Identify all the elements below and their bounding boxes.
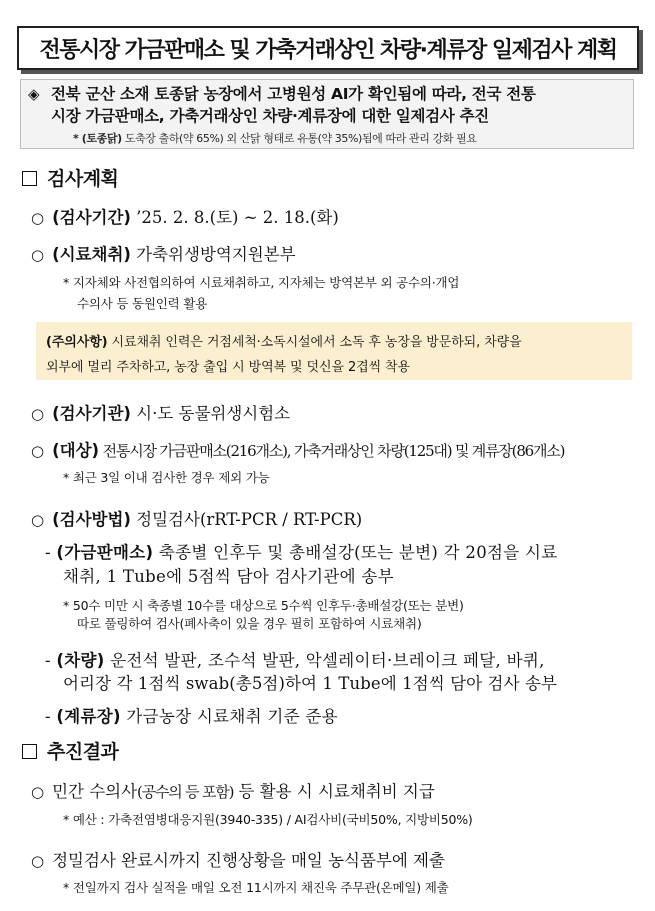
- circle-bullet-icon: ○: [31, 405, 45, 423]
- circle-bullet-icon: ○: [31, 511, 45, 529]
- sampling-text: 가축위생방역지원본부: [130, 245, 296, 264]
- circle-bullet-icon: ○: [31, 246, 45, 264]
- bullet-period: [31, 204, 339, 228]
- bullet-target: [31, 437, 564, 461]
- result-1-part-c: 등 활용 시 시료채취비 지급: [233, 782, 435, 801]
- m1-line-2: 채취, 1 Tube에 5점씩 담아 검사기관에 송부: [63, 567, 394, 586]
- target-note: * 최근 3일 이내 검사한 경우 제외 가능: [63, 470, 270, 485]
- document-title: 전통시장 가금판매소 및 가축거래상인 차량·계류장 일제검사 계획: [39, 37, 617, 63]
- period-text: ’25. 2. 8.(토) ~ 2. 18.(화): [130, 208, 339, 227]
- section-heading-results-text: 추진결과: [47, 741, 119, 763]
- agency-label: (검사기관): [52, 404, 131, 423]
- m3-text: 가금농장 시료채취 기준 준용: [120, 707, 338, 726]
- m1-line-1: 축종별 인후두 및 총배설강(또는 분변) 각 20점을 시료: [153, 543, 558, 562]
- m2-label: (차량): [56, 651, 105, 670]
- bullet-result-1: [31, 778, 435, 802]
- bullet-sampling: [31, 241, 296, 265]
- summary-note-text: 도축장 출하(약 65%) 외 산닭 형태로 유통(약 35%)됨에 따라 관리 강화 필요: [121, 132, 477, 145]
- sampling-note-line-2: 수의사 등 동원인력 활용: [77, 296, 208, 311]
- method-text: 정밀검사(rRT-PCR / RT-PCR): [130, 510, 363, 529]
- caution-line-1: [46, 331, 522, 350]
- bullet-method: [31, 506, 362, 530]
- sampling-note-line-1: * 지자체와 사전협의하여 시료채취하고, 지자체는 방역본부 외 공수의·개업: [63, 275, 460, 290]
- m3-label: (계류장): [56, 707, 121, 726]
- result-2-text: 정밀검사 완료시까지 진행상황을 매일 농식품부에 제출: [52, 851, 445, 870]
- section-heading-plan-text: 검사계획: [47, 168, 119, 190]
- agency-text: 시·도 동물위생시험소: [130, 404, 291, 423]
- circle-bullet-icon: ○: [31, 209, 45, 227]
- m2-line-1: 운전석 발판, 조수석 발판, 악셀레이터·브레이크 페달, 바퀴,: [104, 651, 545, 670]
- section-heading-plan: [22, 164, 118, 191]
- document-title-box: [17, 26, 639, 70]
- checkbox-square-icon: [22, 744, 37, 759]
- dash-marker: -: [45, 651, 57, 670]
- summary-box: [20, 79, 634, 149]
- section-heading-results: [22, 737, 118, 764]
- bullet-result-2: [31, 847, 445, 871]
- caution-label: (주의사항): [46, 335, 108, 350]
- result-1-note: * 예산 : 가축전염병대응지원(3940-335) / AI검사비(국비50%, 지방비50%): [63, 812, 473, 827]
- m1-label: (가금판매소): [56, 543, 154, 562]
- caution-box: [36, 322, 632, 380]
- method-item-vehicle: [45, 647, 545, 671]
- m1-note-line-2: 따로 풀링하여 검사(폐사축이 있을 경우 필히 포함하여 시료채취): [77, 616, 422, 631]
- circle-bullet-icon: ○: [31, 442, 45, 460]
- summary-text: [51, 83, 631, 127]
- method-item-holding-pen: [45, 703, 338, 727]
- dash-marker: -: [45, 543, 57, 562]
- result-1-part-a: 민간 수의사: [52, 782, 138, 801]
- summary-line-2: 시장 가금판매소, 가축거래상인 차량·계류장에 대한 일제검사 추진: [51, 107, 489, 125]
- sampling-label: (시료채취): [52, 245, 131, 264]
- diamond-marker-icon: ◈: [28, 85, 40, 103]
- circle-bullet-icon: ○: [31, 852, 45, 870]
- summary-note: [73, 130, 653, 146]
- dash-marker: -: [45, 707, 57, 726]
- summary-note-label: * (토종닭): [73, 132, 122, 145]
- caution-text-1: 시료채취 인력은 거점세척·소독시설에서 소독 후 농장을 방문하되, 차량을: [107, 335, 522, 350]
- checkbox-square-icon: [22, 171, 37, 186]
- caution-line-2: 외부에 멀리 주차하고, 농장 출입 시 방역복 및 덧신을 2겹씩 착용: [46, 360, 410, 375]
- m1-note-line-1: * 50수 미만 시 축종별 10수를 대상으로 5수씩 인후두·총배설강(또는 분변): [63, 598, 464, 613]
- m2-line-2: 어리장 각 1점씩 swab(총5점)하여 1 Tube에 1점씩 담아 검사 송부: [63, 674, 558, 693]
- method-item-poultry-shop: [45, 539, 558, 563]
- target-label: (대상): [52, 441, 100, 460]
- target-text: 전통시장 가금판매소(216개소), 가축거래상인 차량(125대) 및 계류장(86개소): [99, 442, 565, 460]
- summary-line-1: 전북 군산 소재 토종닭 농장에서 고병원성 AI가 확인됨에 따라, 전국 전통: [51, 85, 536, 103]
- result-1-part-b: (공수의 등 포함): [137, 783, 234, 801]
- bullet-agency: [31, 400, 290, 424]
- period-label: (검사기간): [52, 208, 131, 227]
- method-label: (검사방법): [52, 510, 131, 529]
- circle-bullet-icon: ○: [31, 783, 45, 801]
- result-2-note: * 전일까지 검사 실적을 매일 오전 11시까지 채진욱 주무관(온메일) 제출: [63, 880, 449, 895]
